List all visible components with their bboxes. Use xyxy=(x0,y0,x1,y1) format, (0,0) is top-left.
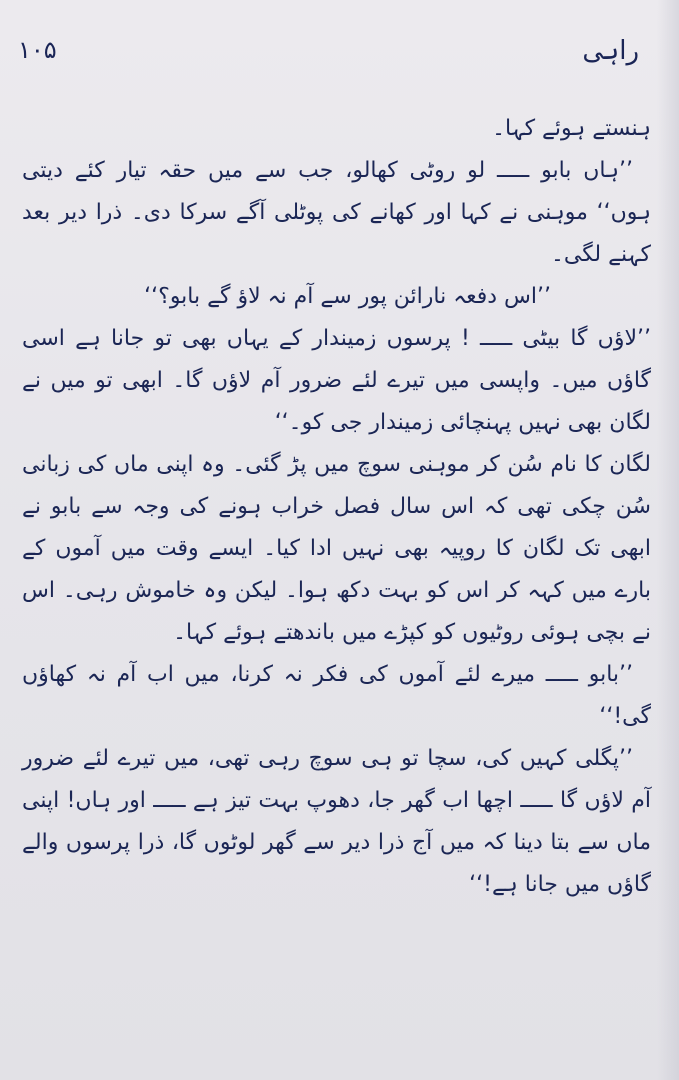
paragraph: ’’اس دفعہ نارائن پور سے آم نہ لاؤ گے بابو؟‘‘ xyxy=(144,284,551,309)
paragraph: ’’لاؤں گا بیٹی ـــــ ! پرسوں زمیندار کے یہاں بھی تو جانا ہے اسی گاؤں میں۔ واپسی میں تیرے لئے ضرور آم لاؤں گا۔ ابھی تو میں نے لگان بھی نہیں پہنچائی زمیندار جی کو۔‘‘ xyxy=(22,326,651,435)
running-title: راہی xyxy=(582,36,639,66)
paragraph: ’’ہاں بابو ـــــ لو روٹی کھالو، جب سے میں حقہ تیار کئے دیتی ہوں‘‘ موہنی نے کہا اور کھانے کی پوٹلی آگے سرکا دی۔ ذرا دیر بعد کہنے لگی۔ xyxy=(22,158,651,267)
page-number: ۱۰۵ xyxy=(18,36,57,64)
body-text xyxy=(22,108,651,906)
paragraph: ’’پگلی کہیں کی، سچا تو ہی سوچ رہی تھی، میں تیرے لئے ضرور آم لاؤں گا ـــــ اچھا اب گھر جا، دھوپ بہت تیز ہے ـــــ اور ہاں! اپنی ماں سے بتا دینا کہ میں آج ذرا دیر سے گھر لوٹوں گا، ذرا پرسوں والے گاؤں میں جانا ہے!‘‘ xyxy=(22,746,651,897)
paragraph: ’’بابو ـــــ میرے لئے آموں کی فکر نہ کرنا، میں اب آم نہ کھاؤں گی!‘‘ xyxy=(22,662,651,729)
paragraph: لگان کا نام سُن کر موہنی سوچ میں پڑ گئی۔ وہ اپنی ماں کی زبانی سُن چکی تھی کہ اس سال فصل خراب ہونے کی وجہ سے بابو نے ابھی تک لگان کا روپیہ بھی نہیں ادا کیا۔ ایسے وقت میں آموں کے بارے میں کہہ کر اس کو بہت دکھ ہوا۔ لیکن وہ خاموش رہی۔ اس نے بچی ہوئی روٹیوں کو کپڑے میں باندھتے ہوئے کہا۔ xyxy=(22,452,651,645)
page-header xyxy=(18,36,639,76)
paragraph: ہنستے ہوئے کہا۔ xyxy=(492,116,651,141)
